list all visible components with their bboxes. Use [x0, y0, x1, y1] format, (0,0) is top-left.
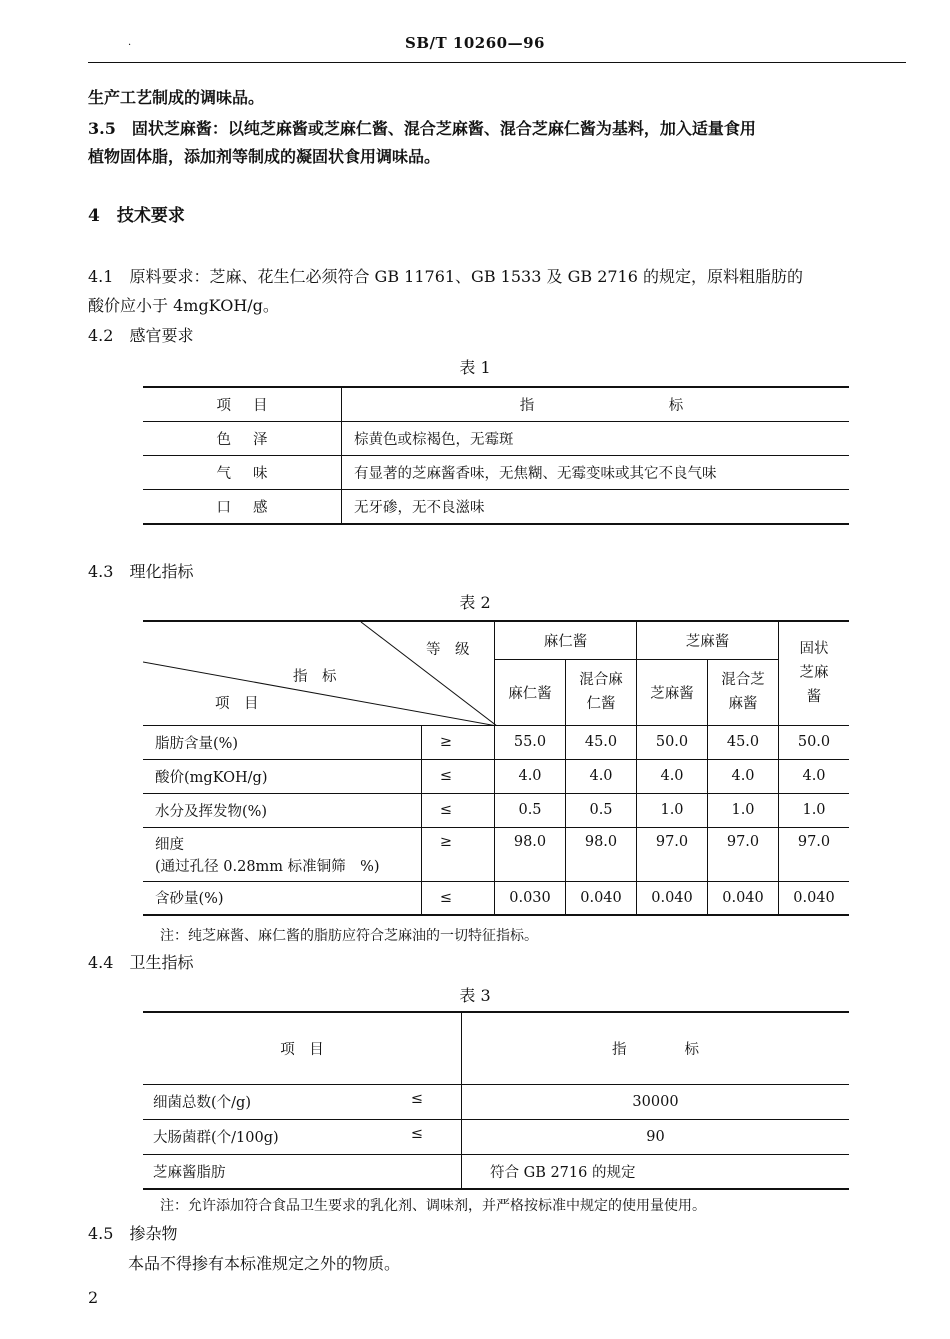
header-cell: 项 目 — [143, 1012, 462, 1084]
section-heading: 4.5 掺杂物 — [88, 1224, 178, 1243]
comparison-symbol: ≥ — [422, 725, 495, 759]
corner-label-item: 项 目 — [215, 696, 259, 712]
paragraph: 植物固体脂，添加剂等制成的凝固状食用调味品。 — [88, 147, 441, 166]
row-label: 芝麻酱脂肪 — [153, 1164, 226, 1181]
table-cell: 0.040 — [779, 881, 850, 915]
table-cell: 97.0 — [708, 827, 779, 881]
table-cell: 无牙碜，无不良滋味 — [342, 490, 850, 525]
table-caption: 表 3 — [459, 986, 491, 1005]
table-cell: 0.5 — [566, 793, 637, 827]
sub-header-cell — [566, 659, 637, 725]
row-label-cell — [143, 1084, 462, 1119]
header-cell: 项目 — [143, 387, 342, 422]
row-label: 水分及挥发物(%) — [143, 793, 422, 827]
table-row — [143, 759, 849, 793]
table-cell: 0.030 — [495, 881, 566, 915]
table-cell: 30000 — [462, 1084, 850, 1119]
group-header-cell — [779, 621, 850, 725]
table-header-row — [143, 387, 849, 422]
comparison-symbol: ≤ — [410, 1091, 423, 1107]
table-cell: 0.040 — [708, 881, 779, 915]
table-row — [143, 422, 849, 456]
sub-header-cell — [708, 659, 779, 725]
table-header-row — [143, 621, 849, 659]
group-header-cell: 麻仁酱 — [495, 621, 637, 659]
table-cell: 有显著的芝麻酱香味，无焦糊、无霉变味或其它不良气味 — [342, 456, 850, 490]
table-cell: 1.0 — [779, 793, 850, 827]
section-heading: 4.2 感官要求 — [88, 326, 194, 345]
table-row — [143, 1084, 849, 1119]
table-caption: 表 1 — [459, 358, 491, 377]
table-header-row — [143, 1012, 849, 1084]
table-cell: 4.0 — [779, 759, 850, 793]
table-cell: 0.5 — [495, 793, 566, 827]
table-cell: 97.0 — [779, 827, 850, 881]
table-cell: 98.0 — [495, 827, 566, 881]
table-cell: 97.0 — [637, 827, 708, 881]
table-cell: 4.0 — [566, 759, 637, 793]
table-cell: 口感 — [143, 490, 342, 525]
paragraph: 生产工艺制成的调味品。 — [88, 88, 265, 107]
table-cell: 45.0 — [566, 725, 637, 759]
row-label: 大肠菌群(个/100g) — [153, 1130, 279, 1146]
table-row — [143, 725, 849, 759]
table-note: 注：纯芝麻酱、麻仁酱的脂肪应符合芝麻油的一切特征指标。 — [160, 928, 538, 944]
paragraph: 3.5 固状芝麻酱：以纯芝麻酱或芝麻仁酱、混合芝麻酱、混合芝麻仁酱为基料，加入适量食用 — [88, 119, 756, 138]
sensory-table — [143, 386, 849, 525]
table-cell: 0.040 — [566, 881, 637, 915]
comparison-symbol: ≤ — [422, 793, 495, 827]
table-cell: 4.0 — [637, 759, 708, 793]
table-cell: 50.0 — [637, 725, 708, 759]
table-cell: 90 — [462, 1119, 850, 1154]
header-rule — [88, 62, 906, 63]
row-label: 脂肪含量(%) — [143, 725, 422, 759]
paragraph: 酸价应小于 4mgKOH/g。 — [88, 296, 279, 315]
comparison-symbol: ≥ — [422, 827, 495, 881]
table-cell: 0.040 — [637, 881, 708, 915]
section-heading: 4.4 卫生指标 — [88, 953, 194, 972]
section-heading: 4 技术要求 — [88, 206, 185, 226]
hygiene-table — [143, 1011, 849, 1190]
table-cell: 符合 GB 2716 的规定 — [462, 1154, 850, 1189]
scan-dot: · — [128, 40, 132, 51]
row-label-cell — [143, 1119, 462, 1154]
group-header-cell: 芝麻酱 — [637, 621, 779, 659]
section-heading: 4.3 理化指标 — [88, 562, 194, 581]
table-cell: 50.0 — [779, 725, 850, 759]
table-cell: 45.0 — [708, 725, 779, 759]
table-row — [143, 793, 849, 827]
sub-header-cell: 芝麻酱 — [637, 659, 708, 725]
row-label-line: (通过孔径 0.28mm 标准铜筛 %) — [155, 858, 380, 875]
table-row — [143, 456, 849, 490]
row-label: 含砂量(%) — [143, 881, 422, 915]
table-cell: 1.0 — [708, 793, 779, 827]
header-cell: 指 标 — [612, 1041, 699, 1058]
table-cell: 棕黄色或棕褐色，无霉斑 — [342, 422, 850, 456]
standard-code: SB/T 10260—96 — [405, 34, 545, 52]
physicochemical-table — [143, 620, 849, 916]
row-label-cell — [143, 1154, 462, 1189]
table-row — [143, 490, 849, 525]
table-row — [143, 827, 849, 881]
diagonal-header-cell — [143, 621, 495, 725]
header-cell: 指 标 — [342, 387, 850, 422]
table-caption: 表 2 — [459, 593, 491, 612]
table-cell: 98.0 — [566, 827, 637, 881]
sub-header-cell: 麻仁酱 — [495, 659, 566, 725]
row-label: 酸价(mgKOH/g) — [143, 759, 422, 793]
header-text: 固状芝麻酱 — [799, 641, 829, 706]
paragraph: 本品不得掺有本标准规定之外的物质。 — [128, 1254, 401, 1273]
comparison-symbol: ≤ — [422, 881, 495, 915]
table-cell: 1.0 — [637, 793, 708, 827]
header-text: 混合芝麻酱 — [721, 672, 765, 712]
page-number: 2 — [88, 1288, 99, 1307]
row-label-line: 细度 — [155, 836, 184, 853]
table-cell: 4.0 — [708, 759, 779, 793]
table-row — [143, 881, 849, 915]
table-note: 注：允许添加符合食品卫生要求的乳化剂、调味剂，并严格按标准中规定的使用量使用。 — [160, 1198, 706, 1214]
table-cell: 气味 — [143, 456, 342, 490]
row-label: 细菌总数(个/g) — [153, 1095, 251, 1111]
comparison-symbol: ≤ — [410, 1126, 423, 1142]
table-row — [143, 1154, 849, 1189]
table-cell: 4.0 — [495, 759, 566, 793]
row-label — [143, 827, 422, 881]
header-text: 混合麻仁酱 — [579, 672, 623, 712]
table-cell: 色泽 — [143, 422, 342, 456]
comparison-symbol: ≤ — [422, 759, 495, 793]
table-cell: 55.0 — [495, 725, 566, 759]
corner-label-index: 指 标 — [293, 669, 337, 685]
table-row — [143, 1119, 849, 1154]
corner-label-grade: 等 级 — [426, 642, 470, 658]
paragraph: 4.1 原料要求：芝麻、花生仁必须符合 GB 11761、GB 1533 及 GB 2716 的规定，原料粗脂肪的 — [88, 267, 804, 286]
